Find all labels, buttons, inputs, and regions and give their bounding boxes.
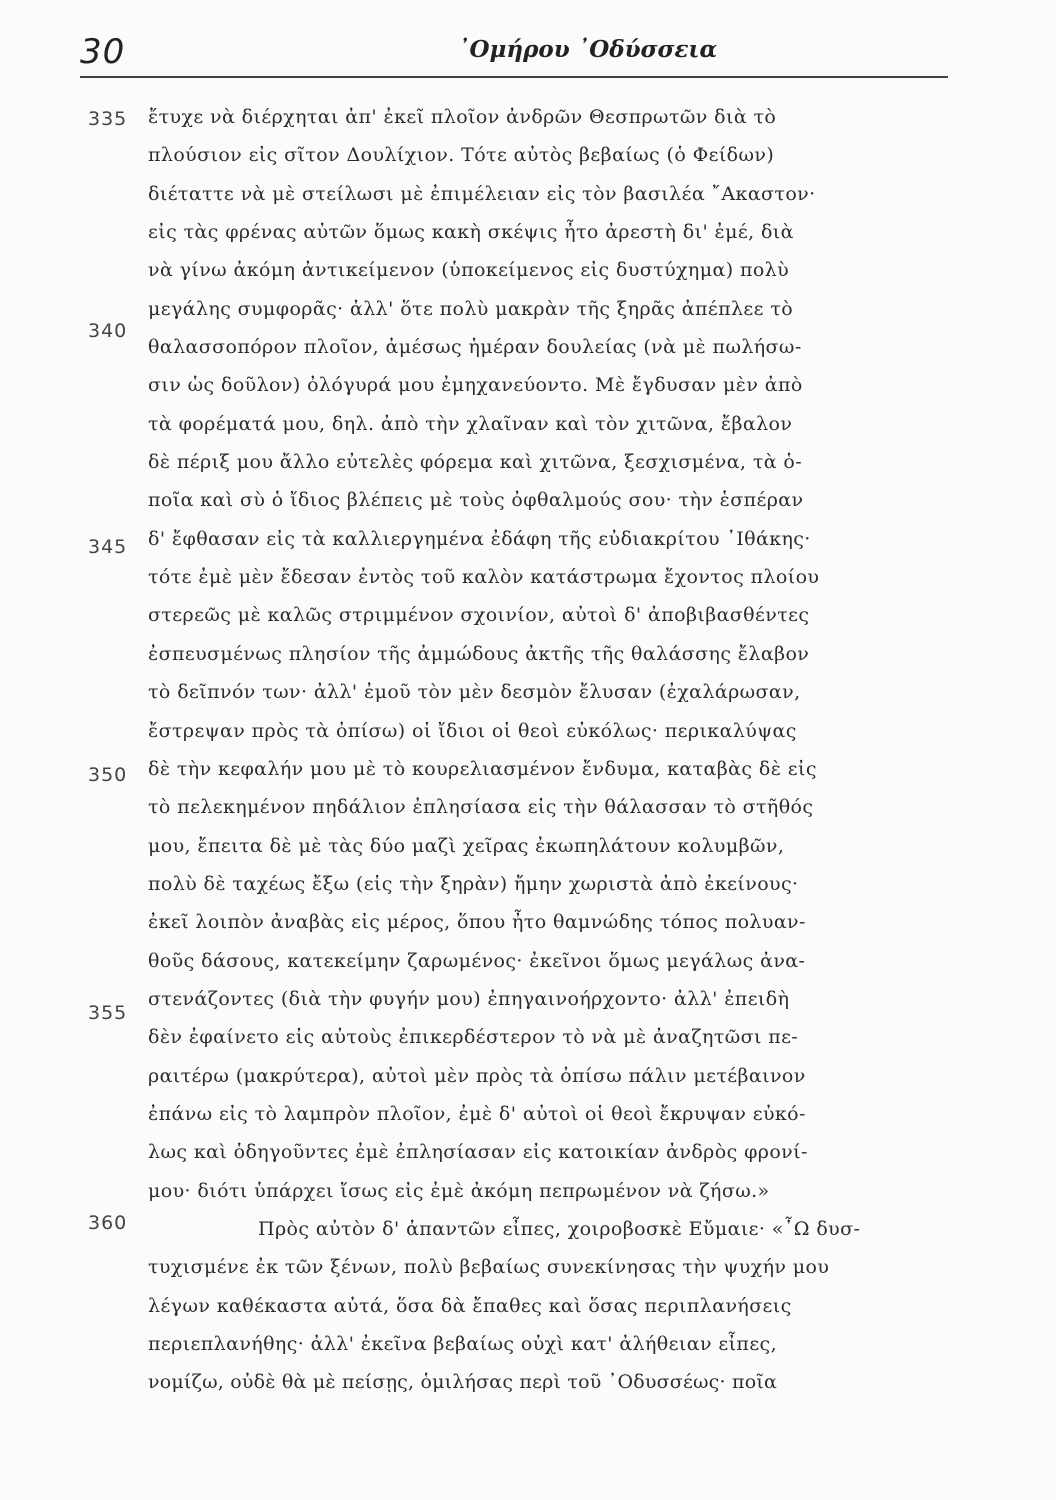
text-line: σιν ὡς δοῦλον) ὀλόγυρά μου ἐμηχανεύοντο. Μὲ ἔγδυσαν μὲν ἀπὸ — [148, 374, 803, 397]
text-line: θαλασσοπόρον πλοῖον, ἀμέσως ἡμέραν δουλείας (νὰ μὲ πωλήσω- — [148, 336, 802, 359]
text-line: ποῖα καὶ σὺ ὁ ἴδιος βλέπεις μὲ τοὺς ὀφθαλμούς σου· τὴν ἑσπέραν — [148, 489, 804, 512]
line-number-335: 335 — [88, 108, 128, 130]
text-line: λως καὶ ὁδηγοῦντες ἐμὲ ἐπλησίασαν εἰς κατοικίαν ἀνδρὸς φρονί- — [148, 1141, 808, 1164]
text-line: πολὺ δὲ ταχέως ἔξω (εἰς τὴν ξηρὰν) ἤμην χωριστὰ ἀπὸ ἐκείνους· — [148, 872, 799, 895]
text-line: λέγων καθέκαστα αὐτά, ὅσα δὰ ἔπαθες καὶ ὅσας περιπλανήσεις — [148, 1294, 792, 1317]
text-line: μου, ἔπειτα δὲ μὲ τὰς δύο μαζὶ χεῖρας ἐκωπηλάτουν κολυμβῶν, — [148, 834, 785, 857]
page-header — [78, 26, 948, 74]
line-number-350: 350 — [88, 764, 128, 786]
text-line: νὰ γίνω ἀκόμη ἀντικείμενον (ὑποκείμενος εἰς δυστύχημα) πολὺ — [148, 259, 790, 282]
body-text — [148, 98, 960, 1402]
text-line: διέταττε νὰ μὲ στείλωσι μὲ ἐπιμέλειαν εἰς τὸν βασιλέα ῎Ακαστον· — [148, 182, 816, 205]
text-line: ἐπάνω εἰς τὸ λαμπρὸν πλοῖον, ἐμὲ δ' αὐτοὶ οἱ θεοὶ ἔκρυψαν εὐκό- — [148, 1102, 806, 1125]
text-line: περιεπλανήθης· ἀλλ' ἐκεῖνα βεβαίως οὐχὶ κατ' ἀλήθειαν εἶπες, — [148, 1333, 778, 1355]
text-line: ἔστρεψαν πρὸς τὰ ὀπίσω) οἱ ἴδιοι οἱ θεοὶ εὐκόλως· περικαλύψας — [148, 719, 797, 742]
line-number-360: 360 — [88, 1212, 128, 1234]
page-number: 30 — [80, 32, 126, 72]
text-line: πλούσιον εἰς σῖτον Δουλίχιον. Τότε αὐτὸς βεβαίως (ὁ Φείδων) — [148, 144, 775, 167]
text-line: μου· διότι ὑπάρχει ἴσως εἰς ἐμὲ ἀκόμη πεπρωμένον νὰ ζήσω.» — [148, 1179, 770, 1202]
text-line: δὲ τὴν κεφαλήν μου μὲ τὸ κουρελιασμένον ἔνδυμα, καταβὰς δὲ εἰς — [148, 757, 817, 780]
text-line: στερεῶς μὲ καλῶς στριμμένον σχοινίον, αὐτοὶ δ' ἀποβιβασθέντες — [148, 604, 810, 627]
line-number-355: 355 — [88, 1002, 128, 1024]
text-line: τὸ πελεκημένον πηδάλιον ἐπλησίασα εἰς τὴν θάλασσαν τὸ στῆθός — [148, 796, 814, 819]
paragraph-start-line: Πρὸς αὐτὸν δ' ἀπαντῶν εἶπες, χοιροβοσκὲ Εὔμαιε· «῏Ω δυσ- — [258, 1217, 861, 1240]
text-line: τότε ἐμὲ μὲν ἔδεσαν ἐντὸς τοῦ καλὸν κατάστρωμα ἔχοντος πλοίου — [148, 566, 820, 589]
text-line: ἔτυχε νὰ διέρχηται ἀπ' ἐκεῖ πλοῖον ἀνδρῶν Θεσπρωτῶν διὰ τὸ — [148, 106, 777, 128]
running-title: ᾿Ομήρου ᾿Οδύσσεια — [458, 36, 718, 63]
line-number-340: 340 — [88, 320, 128, 342]
line-number-345: 345 — [88, 536, 128, 558]
text-line: ἐσπευσμένως πλησίον τῆς ἀμμώδους ἀκτῆς τῆς θαλάσσης ἔλαβον — [148, 642, 810, 665]
text-line: νομίζω, οὐδὲ θὰ μὲ πείσῃς, ὁμιλήσας περὶ τοῦ ᾿Οδυσσέως· ποῖα — [148, 1371, 778, 1394]
text-line: τὰ φορέματά μου, δηλ. ἀπὸ τὴν χλαῖναν καὶ τὸν χιτῶνα, ἔβαλον — [148, 412, 793, 435]
text-line: ραιτέρω (μακρύτερα), αὐτοὶ μὲν πρὸς τὰ ὀπίσω πάλιν μετέβαινον — [148, 1064, 806, 1087]
text-line: ἐκεῖ λοιπὸν ἀναβὰς εἰς μέρος, ὅπου ἦτο θαμνώδης τόπος πολυαν- — [148, 911, 806, 934]
text-line: δ' ἔφθασαν εἰς τὰ καλλιεργημένα ἐδάφη τῆς εὐδιακρίτου ᾿Ιθάκης· — [148, 527, 811, 550]
text-line: εἰς τὰς φρένας αὐτῶν ὅμως κακὴ σκέψις ἦτο ἀρεστὴ δι' ἐμέ, διὰ — [148, 221, 794, 244]
text-line: θοῦς δάσους, κατεκείμην ζαρωμένος· ἐκεῖνοι ὅμως μεγάλως ἀνα- — [148, 949, 806, 972]
text-line: τὸ δεῖπνόν των· ἀλλ' ἐμοῦ τὸν μὲν δεσμὸν ἔλυσαν (ἐχαλάρωσαν, — [148, 681, 801, 704]
header-rule — [80, 76, 948, 78]
text-line: δὲν ἐφαίνετο εἰς αὐτοὺς ἐπικερδέστερον τὸ νὰ μὲ ἀναζητῶσι πε- — [148, 1026, 799, 1049]
text-line: στενάζοντες (διὰ τὴν φυγήν μου) ἐπηγαινοήρχοντο· ἀλλ' ἐπειδὴ — [148, 987, 790, 1010]
text-line: τυχισμένε ἐκ τῶν ξένων, πολὺ βεβαίως συνεκίνησας τὴν ψυχήν μου — [148, 1256, 830, 1279]
text-line: μεγάλης συμφορᾶς· ἀλλ' ὅτε πολὺ μακρὰν τῆς ξηρᾶς ἀπέπλεε τὸ — [148, 297, 794, 320]
text-line: δὲ πέριξ μου ἄλλο εὐτελὲς φόρεμα καὶ χιτῶνα, ξεσχισμένα, τὰ ὁ- — [148, 451, 803, 474]
